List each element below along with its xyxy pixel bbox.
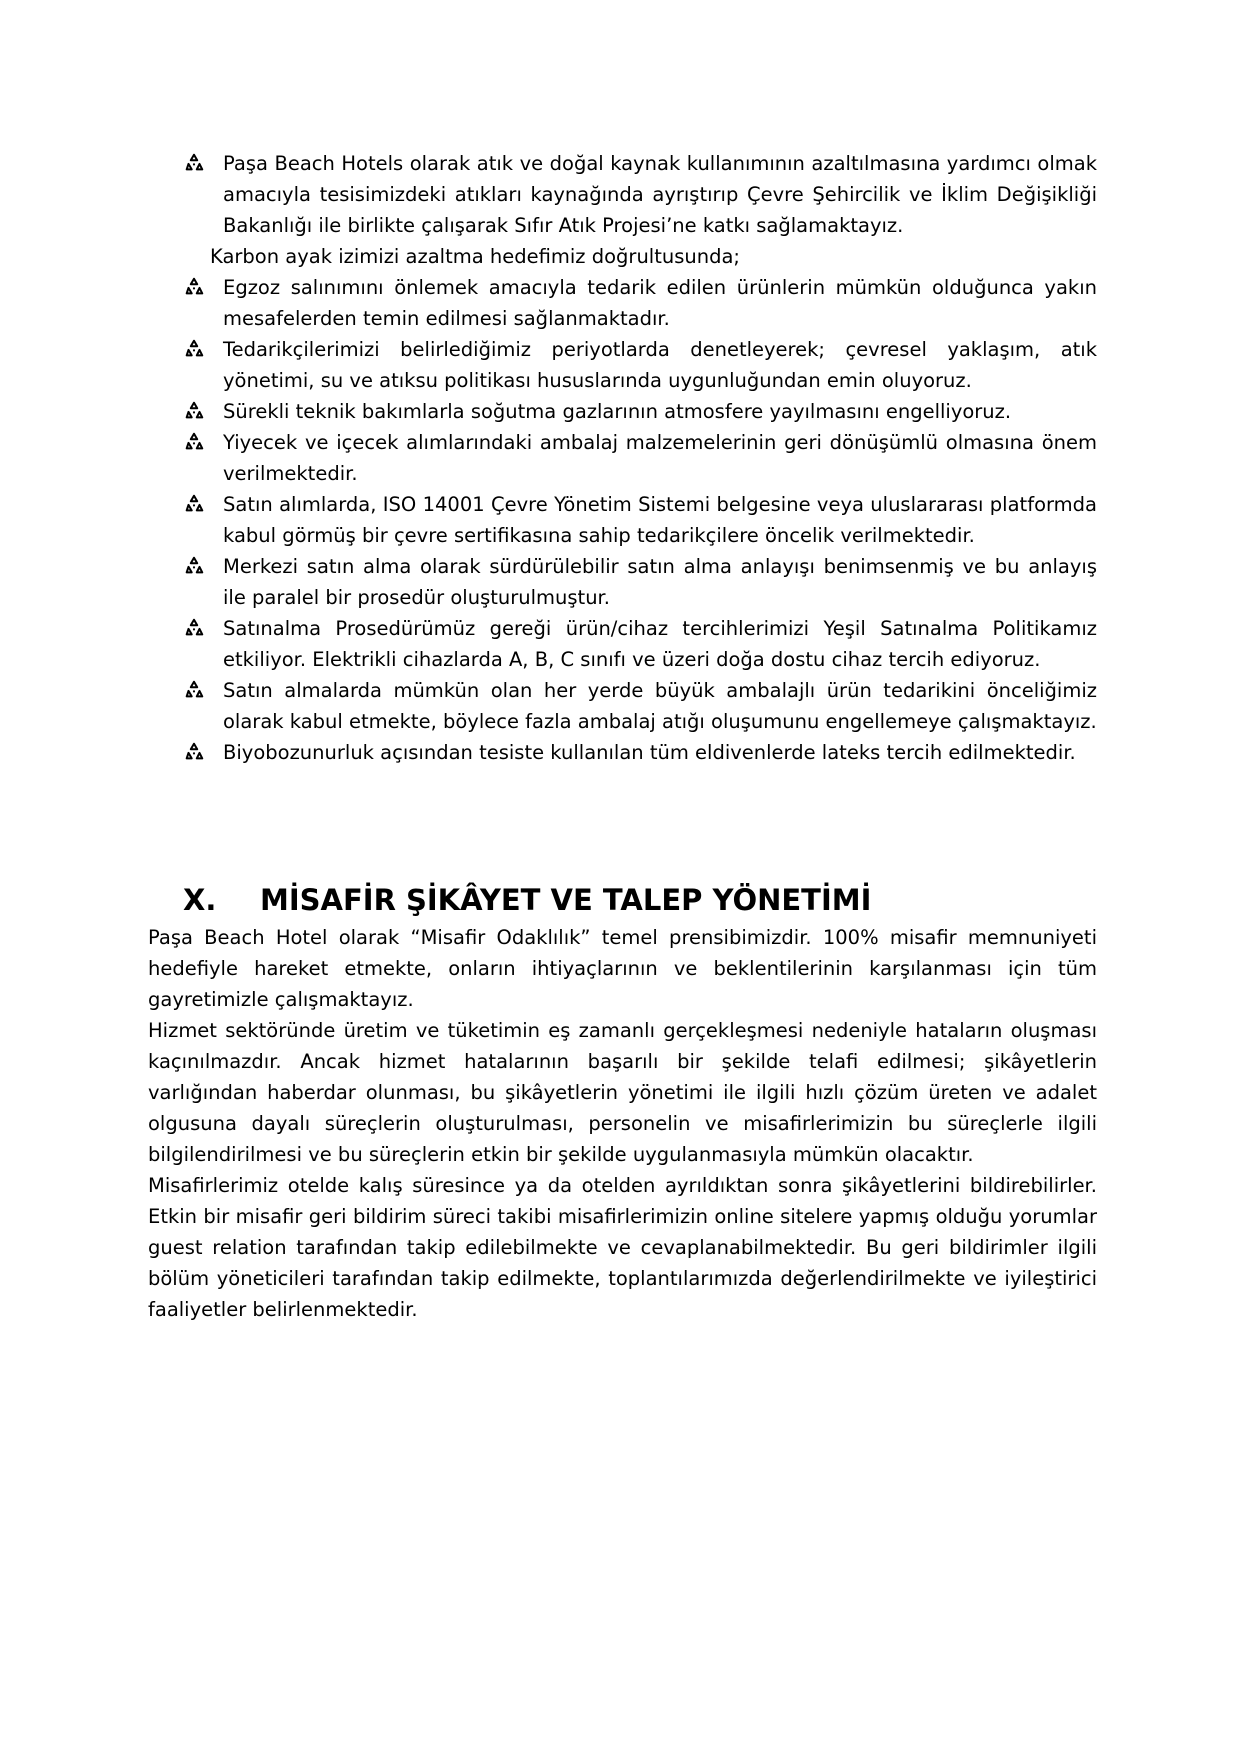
recycle-icon bbox=[183, 400, 205, 422]
list-item bbox=[183, 613, 1097, 675]
recycle-icon bbox=[183, 741, 205, 763]
recycle-icon bbox=[183, 493, 205, 515]
list-item bbox=[183, 427, 1097, 489]
recycle-icon bbox=[183, 617, 205, 639]
list-item bbox=[183, 675, 1097, 737]
bullet-text: Yiyecek ve içecek alımlarındaki ambalaj malzemelerinin geri dönüşümlü olmasına önem verilmektedir. bbox=[223, 431, 1097, 485]
list-item bbox=[183, 272, 1097, 334]
bullet-text: Egzoz salınımını önlemek amacıyla tedarik edilen ürünlerin mümkün olduğunca yakın mesafelerden temin edilmesi sağlanmaktadır. bbox=[223, 276, 1097, 330]
recycle-icon bbox=[183, 431, 205, 453]
paragraph: Misafirlerimiz otelde kalış süresince ya da otelden ayrıldıktan sonra şikâyetlerini bildirebilirler. Etkin bir misafir geri bildirim süreci takibi misafirlerimizin online sitelere yapmış olduğu yorumlar guest relation tarafından takip edilebilmekte ve cevaplanabilmektedir. Bu geri bildirimler ilgili bölüm yöneticileri tarafından takip edilmekte, toplantılarımızda değerlendirilmekte ve iyileştirici faaliyetler belirlenmektedir. bbox=[148, 1174, 1097, 1321]
bullet-text: Tedarikçilerimizi belirlediğimiz periyotlarda denetleyerek; çevresel yaklaşım, atık yönetimi, su ve atıksu politikası hususlarında uygunluğundan emin oluyoruz. bbox=[223, 338, 1097, 392]
bullet-text: Sürekli teknik bakımlarla soğutma gazlarının atmosfere yayılmasını engelliyoruz. bbox=[223, 400, 1012, 423]
bullet-text: Satın alımlarda, ISO 14001 Çevre Yönetim Sistemi belgesine veya uluslararası platformda kabul görmüş bir çevre sertifikasına sahip tedarikçilere öncelik verilmektedir. bbox=[223, 493, 1097, 547]
bullet-text: Biyobozunurluk açısından tesiste kullanılan tüm eldivenlerde lateks tercih edilmektedir. bbox=[223, 741, 1076, 764]
recycle-icon bbox=[183, 152, 205, 174]
list-item bbox=[183, 737, 1097, 768]
carbon-intro: Karbon ayak izimizi azaltma hedefimiz doğrultusunda; bbox=[210, 245, 741, 268]
bullet-text: Satın almalarda mümkün olan her yerde büyük ambalajlı ürün tedarikini önceliğimiz olarak kabul etmekte, böylece fazla ambalaj atığı oluşumunu engellemeye çalışmaktayız. bbox=[223, 679, 1097, 733]
section-heading bbox=[183, 882, 871, 918]
paragraph: Paşa Beach Hotel olarak “Misafir Odaklılık” temel prensibimizdir. 100% misafir memnuniyeti hedefiyle hareket etmekte, onların ihtiyaçlarının ve beklentilerinin karşılanması için tüm gayretimizle çalışmaktayız. bbox=[148, 926, 1097, 1011]
bullet-text: Paşa Beach Hotels olarak atık ve doğal kaynak kullanımının azaltılmasına yardımcı olmak amacıyla tesisimizdeki atıkları kaynağında ayrıştırıp Çevre Şehircilik ve İklim Değişikliği Bakanlığı ile birlikte çalışarak Sıfır Atık Projesi’ne katkı sağlamaktayız. bbox=[223, 152, 1097, 237]
bullet-list bbox=[183, 148, 1097, 768]
bullet-text: Satınalma Prosedürümüz gereği ürün/cihaz tercihlerimizi Yeşil Satınalma Politikamız etkiliyor. Elektrikli cihazlarda A, B, C sınıfı ve üzeri doğa dostu cihaz tercih ediyoruz. bbox=[223, 617, 1097, 671]
list-item bbox=[183, 334, 1097, 396]
list-item bbox=[183, 148, 1097, 241]
list-item bbox=[183, 551, 1097, 613]
recycle-icon bbox=[183, 679, 205, 701]
bullet-text: Merkezi satın alma olarak sürdürülebilir satın alma anlayışı benimsenmiş ve bu anlayış ile paralel bir prosedür oluşturulmuştur. bbox=[223, 555, 1097, 609]
paragraph: Hizmet sektöründe üretim ve tüketimin eş zamanlı gerçekleşmesi nedeniyle hataların oluşması kaçınılmazdır. Ancak hizmet hatalarının başarılı bir şekilde telafi edilmesi; şikâyetlerin varlığından haberdar olunması, bu şikâyetlerin yönetimi ile ilgili hızlı çözüm üreten ve adalet olgusuna dayalı süreçlerin oluşturulması, personelin ve misafirlerimizin bu süreçlerle ilgili bilgilendirilmesi ve bu süreçlerin etkin bir şekilde uygulanmasıyla mümkün olacaktır. bbox=[148, 1019, 1097, 1166]
section-number: X. bbox=[183, 883, 217, 917]
section-title: MİSAFİR ŞİKÂYET VE TALEP YÖNETİMİ bbox=[260, 883, 872, 917]
recycle-icon bbox=[183, 338, 205, 360]
list-item bbox=[183, 489, 1097, 551]
section-body bbox=[148, 922, 1097, 1325]
list-item bbox=[183, 396, 1097, 427]
recycle-icon bbox=[183, 555, 205, 577]
recycle-icon bbox=[183, 276, 205, 298]
